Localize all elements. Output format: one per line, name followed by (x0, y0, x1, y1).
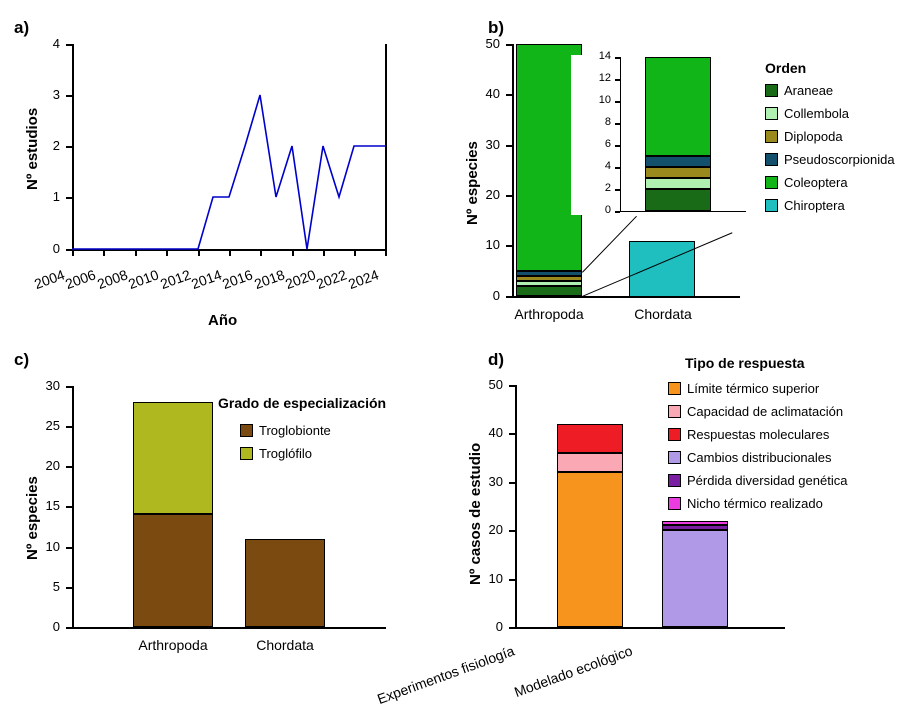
panel-c-ytick-15 (66, 506, 72, 508)
legend-label-diplopoda: Diplopoda (784, 129, 843, 144)
inset-bar-araneae (645, 189, 711, 211)
panel-b-ytick-20 (506, 195, 512, 197)
legend-label-cambios-distribucionales: Cambios distribucionales (687, 450, 832, 465)
panel-a-xticklabel-2012: 2012 (158, 266, 193, 293)
legend-label-coleoptera: Coleoptera (784, 175, 848, 190)
panel-c-catlabel-arthropoda: Arthropoda (138, 637, 208, 653)
panel-b-inset-ytick-12 (615, 79, 620, 81)
bar-d-mod-perdida-genetica (662, 525, 728, 530)
panel-c-legend-title: Grado de especialización (218, 395, 387, 411)
panel-c-ytick-25 (66, 426, 72, 428)
panel-c-letter: c) (14, 350, 30, 369)
panel-d-catlabel-modelado: Modelado ecológico (512, 642, 635, 701)
panel-d (375, 345, 900, 727)
panel-b-yticklabel-30: 30 (485, 137, 500, 152)
legend-swatch-araneae (765, 84, 778, 97)
panel-c-yticklabel-10: 10 (45, 539, 60, 554)
panel-b-inset-yticklabel-14: 14 (598, 50, 611, 62)
panel-c-ylabel: Nº especies (24, 476, 41, 560)
panel-c-ytick-30 (66, 386, 72, 388)
panel-b-inset-ytick-10 (615, 101, 620, 103)
panel-b-ytick-10 (506, 245, 512, 247)
panel-a-xticklabel-2016: 2016 (220, 266, 255, 293)
legend-label-troglofilo: Troglófilo (259, 446, 312, 461)
legend-item-coleoptera[interactable] (765, 175, 848, 190)
panel-a-line (0, 0, 440, 345)
bar-arthropoda-collembola (516, 281, 582, 286)
panel-b-inset-ytick-4 (615, 167, 620, 169)
legend-label-perdida-genetica: Pérdida diversidad genética (687, 473, 848, 488)
panel-a-xticklabel-2014: 2014 (189, 266, 224, 293)
panel-c-ytick-10 (66, 547, 72, 549)
legend-label-chiroptera: Chiroptera (784, 198, 845, 213)
panel-a-xticklabel-2020: 2020 (283, 266, 318, 293)
panel-c-yticklabel-25: 25 (45, 418, 60, 433)
legend-swatch-pseudoscorpionida (765, 153, 778, 166)
panel-c-yaxis (72, 386, 74, 628)
panel-d-yticklabel-40: 40 (488, 425, 503, 440)
legend-swatch-limite-termico (668, 382, 681, 395)
panel-b (440, 0, 900, 345)
panel-d-xaxis (515, 627, 785, 629)
inset-bar-diplopoda (645, 167, 711, 178)
panel-b-yticklabel-50: 50 (485, 36, 500, 51)
panel-d-catlabel-experimentos: Experimentos fisiología (375, 642, 517, 708)
legend-label-troglobionte: Troglobionte (259, 423, 331, 438)
panel-b-inset-yticklabel-0: 0 (604, 204, 611, 216)
panel-a-yticklabel-1: 1 (52, 189, 60, 204)
inset-bar-pseudoscorpionida (645, 156, 711, 167)
legend-swatch-collembola (765, 107, 778, 120)
legend-item-troglobionte[interactable] (240, 423, 331, 438)
legend-item-collembola[interactable] (765, 106, 849, 121)
legend-swatch-coleoptera (765, 176, 778, 189)
panel-b-inset-xaxis (620, 211, 746, 212)
panel-a-xticklabel-2004: 2004 (32, 266, 67, 293)
bar-arthropoda-diplopoda (516, 276, 582, 281)
legend-swatch-diplopoda (765, 130, 778, 143)
legend-swatch-cambios-distribucionales (668, 451, 681, 464)
panel-a-yticklabel-4: 4 (52, 36, 60, 51)
panel-a-xlabel: Año (208, 312, 238, 329)
panel-a (0, 0, 440, 345)
bar-chordata-chiroptera (629, 241, 695, 297)
panel-b-inset-yticklabel-4: 4 (604, 160, 611, 172)
legend-item-troglofilo[interactable] (240, 446, 312, 461)
panel-d-ytick-10 (509, 579, 515, 581)
legend-label-nicho-termico: Nicho térmico realizado (687, 496, 823, 511)
panel-b-inset-yticklabel-12: 12 (598, 72, 611, 84)
legend-item-perdida-genetica[interactable] (668, 473, 847, 488)
legend-item-araneae[interactable] (765, 83, 833, 98)
legend-label-pseudoscorpionida: Pseudoscorpionida (784, 152, 895, 167)
panel-b-yticklabel-10: 10 (485, 237, 500, 252)
panel-b-inset-ytick-14 (615, 57, 620, 59)
panel-c-ytick-20 (66, 466, 72, 468)
panel-c-ytick-5 (66, 587, 72, 589)
panel-d-yticklabel-30: 30 (488, 474, 503, 489)
bar-c-chordata-troglobionte (245, 539, 325, 627)
panel-a-xticklabel-2010: 2010 (126, 266, 161, 293)
panel-b-inset-yticklabel-2: 2 (604, 182, 611, 194)
panel-b-ylabel: Nº especies (464, 141, 481, 225)
panel-a-xticklabel-2006: 2006 (63, 266, 98, 293)
legend-item-cambios-distribucionales[interactable] (668, 450, 832, 465)
legend-swatch-chiroptera (765, 199, 778, 212)
bar-arthropoda-araneae (516, 286, 582, 296)
panel-b-ytick-50 (506, 44, 512, 46)
panel-d-legend-title: Tipo de respuesta (685, 355, 805, 371)
panel-c-yticklabel-15: 15 (45, 498, 60, 513)
bar-arthropoda-pseudoscorpionida (516, 271, 582, 276)
panel-c-yticklabel-5: 5 (52, 579, 60, 594)
legend-item-pseudoscorpionida[interactable] (765, 152, 895, 167)
inset-bar-collembola (645, 178, 711, 189)
legend-item-aclimatacion[interactable] (668, 404, 843, 419)
legend-swatch-perdida-genetica (668, 474, 681, 487)
panel-c-yticklabel-30: 30 (45, 378, 60, 393)
panel-d-ytick-20 (509, 530, 515, 532)
panel-b-inset-yticklabel-8: 8 (604, 116, 611, 128)
legend-label-collembola: Collembola (784, 106, 850, 121)
panel-c-xaxis (72, 627, 386, 629)
legend-label-moleculares: Respuestas moleculares (687, 427, 830, 442)
bar-d-mod-cambios-distribucionales (662, 530, 728, 627)
panel-b-ytick-30 (506, 145, 512, 147)
panel-a-xticklabel-2022: 2022 (314, 266, 349, 293)
panel-c-catlabel-chordata: Chordata (256, 637, 314, 653)
panel-a-yticklabel-3: 3 (52, 87, 60, 102)
panel-d-yticklabel-0: 0 (495, 619, 503, 634)
legend-item-chiroptera[interactable] (765, 198, 845, 213)
legend-swatch-nicho-termico (668, 497, 681, 510)
panel-c-ytick-0 (66, 627, 72, 629)
legend-label-limite-termico: Límite térmico superior (687, 381, 820, 396)
bar-d-exp-limite-termico (557, 472, 623, 627)
panel-d-yaxis (515, 385, 517, 628)
panel-b-inset-yticklabel-6: 6 (604, 138, 611, 150)
bar-d-exp-aclimatacion (557, 453, 623, 472)
panel-d-letter: d) (488, 350, 505, 369)
legend-label-aclimatacion: Capacidad de aclimatación (687, 404, 844, 419)
panel-b-yticklabel-40: 40 (485, 86, 500, 101)
legend-swatch-moleculares (668, 428, 681, 441)
inset-bar-coleoptera (645, 57, 711, 156)
bar-d-exp-moleculares (557, 424, 623, 453)
panel-a-xticklabel-2008: 2008 (95, 266, 130, 293)
panel-a-ylabel: Nº estudios (24, 107, 41, 190)
legend-swatch-troglofilo (240, 447, 253, 460)
panel-d-yticklabel-10: 10 (488, 571, 503, 586)
panel-b-inset-ytick-2 (615, 189, 620, 191)
panel-c-yticklabel-20: 20 (45, 458, 60, 473)
panel-b-yaxis (512, 44, 514, 297)
panel-d-yticklabel-20: 20 (488, 522, 503, 537)
bar-d-mod-nicho-termico (662, 521, 728, 525)
panel-a-xticklabel-2024: 2024 (346, 266, 381, 293)
panel-b-catlabel-chordata: Chordata (634, 306, 692, 322)
panel-b-letter: b) (488, 18, 505, 37)
panel-b-ytick-40 (506, 94, 512, 96)
legend-item-limite-termico[interactable] (668, 381, 819, 396)
panel-b-yticklabel-20: 20 (485, 187, 500, 202)
panel-d-ytick-40 (509, 433, 515, 435)
panel-b-xaxis (512, 296, 740, 298)
panel-b-ytick-0 (506, 296, 512, 298)
legend-item-moleculares[interactable] (668, 427, 829, 442)
panel-d-ytick-0 (509, 627, 515, 629)
legend-swatch-aclimatacion (668, 405, 681, 418)
panel-a-yticklabel-2: 2 (52, 138, 60, 153)
legend-item-diplopoda[interactable] (765, 129, 843, 144)
panel-b-inset-ytick-8 (615, 123, 620, 125)
bar-c-arthropoda-troglobionte (133, 514, 213, 627)
panel-c (0, 345, 440, 727)
panel-a-yticklabel-0: 0 (52, 241, 60, 256)
legend-swatch-troglobionte (240, 424, 253, 437)
panel-c-yticklabel-0: 0 (52, 619, 60, 634)
panel-a-xticklabel-2018: 2018 (252, 266, 287, 293)
legend-item-nicho-termico[interactable] (668, 496, 823, 511)
panel-b-inset-yticklabel-10: 10 (598, 94, 611, 106)
bar-c-arthropoda-troglofilo (133, 402, 213, 514)
panel-b-legend-title: Orden (765, 60, 807, 76)
panel-d-ylabel: Nº casos de estudio (467, 442, 484, 585)
legend-label-araneae: Araneae (784, 83, 834, 98)
panel-d-yticklabel-50: 50 (488, 377, 503, 392)
panel-b-yticklabel-0: 0 (492, 288, 500, 303)
panel-b-inset-yaxis (620, 57, 621, 212)
panel-d-ytick-50 (509, 385, 515, 387)
panel-b-inset-ytick-0 (615, 211, 620, 213)
panel-a-letter: a) (14, 18, 30, 37)
panel-b-catlabel-arthropoda: Arthropoda (514, 306, 584, 322)
panel-b-inset-ytick-6 (615, 145, 620, 147)
panel-d-ytick-30 (509, 482, 515, 484)
